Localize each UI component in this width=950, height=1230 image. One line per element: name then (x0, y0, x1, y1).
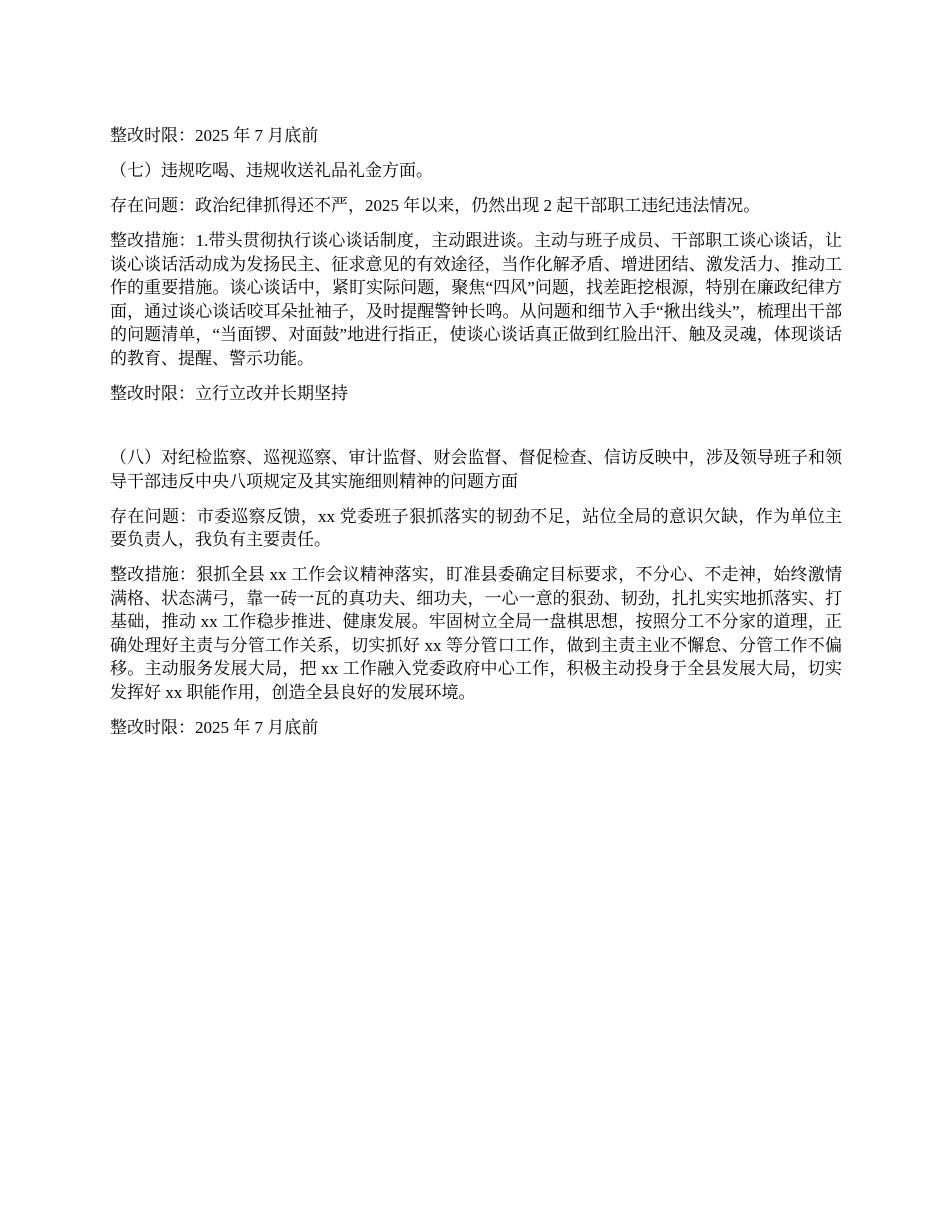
measures-paragraph-7: 整改措施：1.带头贯彻执行谈心谈话制度，主动跟进谈。主动与班子成员、干部职工谈心谈话，让谈心谈话活动成为发扬民主、征求意见的有效途径，当作化解矛盾、增进团结、激发活力、推动工作的重要措施。谈心谈话中，紧盯实际问题，聚焦“四风”问题，找差距挖根源，特别在廉政纪律方面，通过谈心谈话咬耳朵扯袖子，及时提醒警钟长鸣。从问题和细节入手“揪出线头”，梳理出干部的问题清单，“当面锣、对面鼓”地进行指正，使谈心谈话真正做到红脸出汗、触及灵魂，体现谈话的教育、提醒、警示功能。 (110, 231, 842, 368)
problem-statement-7: 存在问题：政治纪律抓得还不严，2025 年以来，仍然出现 2 起干部职工违纪违法情况。 (110, 196, 761, 215)
deadline-line-section7: 整改时限：立行立改并长期坚持 (110, 383, 348, 403)
document-page (110, 124, 842, 751)
deadline-line-section8: 整改时限：2025 年 7 月底前 (110, 717, 319, 737)
section-heading-8: （八）对纪检监察、巡视巡察、审计监督、财会监督、督促检查、信访反映中，涉及领导班子和领导干部违反中央八项规定及其实施细则精神的问题方面 (110, 448, 842, 491)
problem-statement-8: 存在问题：市委巡察反馈，xx 党委班子狠抓落实的韧劲不足，站位全局的意识欠缺，作为单位主要负责人，我负有主要责任。 (110, 506, 842, 549)
deadline-line-section7-prev: 整改时限：2025 年 7 月底前 (110, 126, 319, 145)
blank-line (110, 417, 842, 435)
section-heading-7: （七）违规吃喝、违规收送礼品礼金方面。 (110, 161, 433, 180)
measures-paragraph-8: 整改措施：狠抓全县 xx 工作会议精神落实，盯准县委确定目标要求，不分心、不走神，始终激情满格、状态满弓，靠一砖一瓦的真功夫、细功夫，一心一意的狠劲、韧劲，扎扎实实地抓落实、打基础，推动 xx 工作稳步推进、健康发展。牢固树立全局一盘棋思想，按照分工不分家的道理，正确处理好主责与分管工作关系，切实抓好 xx 等分管口工作，做到主责主业不懈怠、分管工作不偏移。主动服务发展大局，把 xx 工作融入党委政府中心工作，积极主动投身于全县发展大局，切实发挥好 xx 职能作用，创造全县良好的发展环境。 (110, 565, 842, 702)
